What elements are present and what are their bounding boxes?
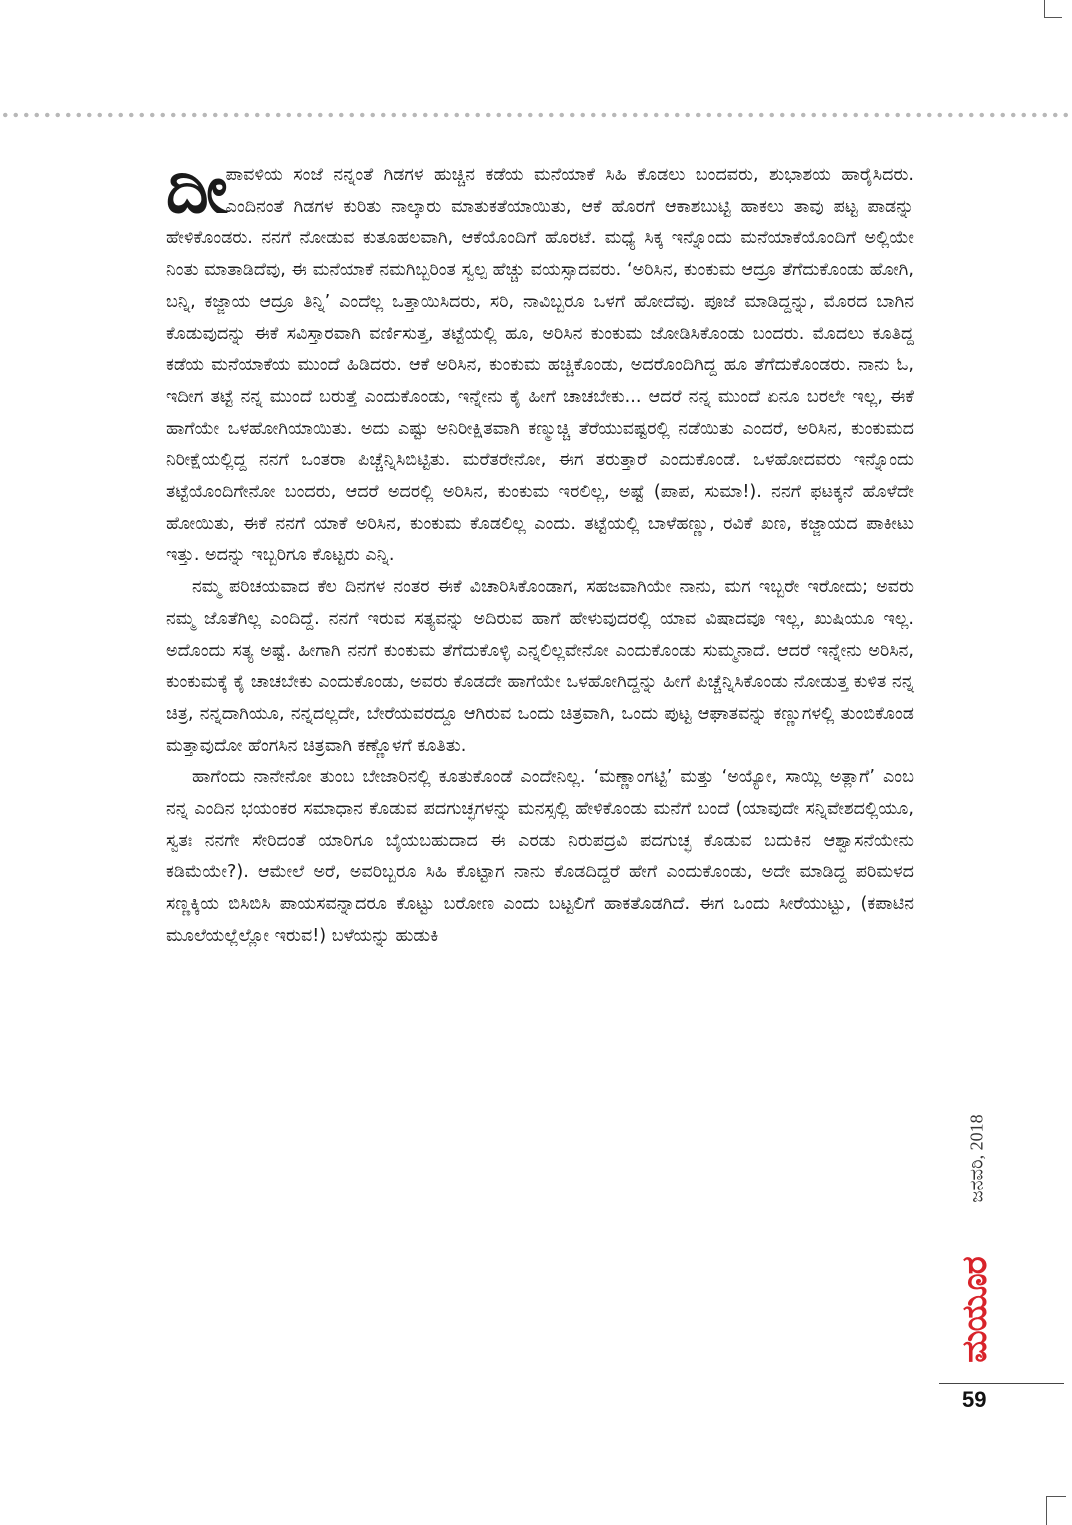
article-body xyxy=(166,151,914,953)
page-sidebar xyxy=(945,1090,995,1370)
drop-cap: ದೀ xyxy=(166,151,224,228)
magazine-title: ಮಯೂರ xyxy=(955,1257,995,1363)
paragraph-1-text: ಪಾವಳಿಯ ಸಂಜೆ ನನ್ನಂತೆ ಗಿಡಗಳ ಹುಚ್ಚಿನ ಕಡೆಯ ಮನೆಯಾಕೆ ಸಿಹಿ ಕೊಡಲು ಬಂದವರು, ಶುಭಾಶಯ ಹಾರೈಸಿದರು. ಎಂದಿನಂತೆ ಗಿಡಗಳ ಕುರಿತು ನಾಲ್ಕಾರು ಮಾತುಕತೆಯಾಯಿತು, ಆಕೆ ಹೊರಗೆ ಆಕಾಶಬುಟ್ಟಿ ಹಾಕಲು ತಾವು ಪಟ್ಟ ಪಾಡನ್ನು ಹೇಳಿಕೊಂಡರು. ನನಗೆ ನೋಡುವ ಕುತೂಹಲವಾಗಿ, ಆಕೆಯೊಂದಿಗೆ ಹೊರಟೆ. ಮಧ್ಯೆ ಸಿಕ್ಕ ಇನ್ನೊಂದು ಮನೆಯಾಕೆಯೊಂದಿಗೆ ಅಲ್ಲಿಯೇ ನಿಂತು ಮಾತಾಡಿದೆವು, ಈ ಮನೆಯಾಕೆ ನಮಗಿಬ್ಬರಿಂತ ಸ್ವಲ್ಪ ಹೆಚ್ಚು ವಯಸ್ಸಾದವರು. ‘ಅರಿಸಿನ, ಕುಂಕುಮ ಆದ್ರೂ ತೆಗೆದುಕೊಂಡು ಹೋಗಿ, ಬನ್ನಿ, ಕಜ್ಜಾಯ ಆದ್ರೂ ತಿನ್ನಿ’ ಎಂದೆಲ್ಲ ಒತ್ತಾಯಿಸಿದರು, ಸರಿ, ನಾವಿಬ್ಬರೂ ಒಳಗೆ ಹೋದೆವು. ಪೂಜೆ ಮಾಡಿದ್ದನ್ನು, ಮೊರದ ಬಾಗಿನ ಕೊಡುವುದನ್ನು ಈಕೆ ಸವಿಸ್ತಾರವಾಗಿ ವರ್ಣಿಸುತ್ತ, ತಟ್ಟೆಯಲ್ಲಿ ಹೂ, ಅರಿಸಿನ ಕುಂಕುಮ ಜೋಡಿಸಿಕೊಂಡು ಬಂದರು. ಮೊದಲು ಕೂತಿದ್ದ ಕಡೆಯ ಮನೆಯಾಕೆಯ ಮುಂದೆ ಹಿಡಿದರು. ಆಕೆ ಅರಿಸಿನ, ಕುಂಕುಮ ಹಚ್ಚಿಕೊಂಡು, ಅದರೊಂದಿಗಿದ್ದ ಹೂ ತೆಗೆದುಕೊಂಡರು. ನಾನು ಓ, ಇದೀಗ ತಟ್ಟೆ ನನ್ನ ಮುಂದೆ ಬರುತ್ತೆ ಎಂದುಕೊಂಡು, ಇನ್ನೇನು ಕೈ ಹೀಗೆ ಚಾಚಬೇಕು... ಆದರೆ ನನ್ನ ಮುಂದೆ ಏನೂ ಬರಲೇ ಇಲ್ಲ, ಈಕೆ ಹಾಗೆಯೇ ಒಳಹೋಗಿಯಾಯಿತು. ಅದು ಎಷ್ಟು ಅನಿರೀಕ್ಷಿತವಾಗಿ ಕಣ್ಮುಚ್ಚಿ ತೆರೆಯುವಷ್ಟರಲ್ಲಿ ನಡೆಯಿತು ಎಂದರೆ, ಅರಿಸಿನ, ಕುಂಕುಮದ ನಿರೀಕ್ಷೆಯಲ್ಲಿದ್ದ ನನಗೆ ಒಂತರಾ ಪಿಚ್ಚೆನ್ನಿಸಿಬಿಟ್ಟಿತು. ಮರೆತರೇನೋ, ಈಗ ತರುತ್ತಾರೆ ಎಂದುಕೊಂಡೆ. ಒಳಹೋದವರು ಇನ್ನೊಂದು ತಟ್ಟೆಯೊಂದಿಗೇನೋ ಬಂದರು, ಆದರೆ ಅದರಲ್ಲಿ ಅರಿಸಿನ, ಕುಂಕುಮ ಇರಲಿಲ್ಲ, ಅಷ್ಟೆ (ಪಾಪ, ಸುಮಾ!). ನನಗೆ ಫಟಕ್ಕನೆ ಹೊಳೆದೇ ಹೋಯಿತು, ಈಕೆ ನನಗೆ ಯಾಕೆ ಅರಿಸಿನ, ಕುಂಕುಮ ಕೊಡಲಿಲ್ಲ ಎಂದು. ತಟ್ಟೆಯಲ್ಲಿ ಬಾಳೆಹಣ್ಣು, ರವಿಕೆ ಖಣ, ಕಜ್ಜಾಯದ ಪಾಕೀಟು ಇತ್ತು. ಅದನ್ನು ಇಬ್ಬರಿಗೂ ಕೊಟ್ಟರು ಎನ್ನಿ. xyxy=(166,165,914,566)
crop-mark-top xyxy=(1044,0,1062,18)
dotted-divider xyxy=(0,112,1072,118)
issue-date: ಜನವರಿ, 2018 xyxy=(966,1114,987,1203)
paragraph-1 xyxy=(166,151,914,572)
footer-rule xyxy=(939,1383,1064,1384)
page-number: 59 xyxy=(962,1387,987,1412)
paragraph-2: ನಮ್ಮ ಪರಿಚಯವಾದ ಕೆಲ ದಿನಗಳ ನಂತರ ಈಕೆ ವಿಚಾರಿಸಿಕೊಂಡಾಗ, ಸಹಜವಾಗಿಯೇ ನಾನು, ಮಗ ಇಬ್ಬರೇ ಇರೋದು; ಅವರು ನಮ್ಮ ಜೊತೆಗಿಲ್ಲ ಎಂದಿದ್ದೆ. ನನಗೆ ಇರುವ ಸತ್ಯವನ್ನು ಅದಿರುವ ಹಾಗೆ ಹೇಳುವುದರಲ್ಲಿ ಯಾವ ವಿಷಾದವೂ ಇಲ್ಲ, ಖುಷಿಯೂ ಇಲ್ಲ. ಅದೊಂದು ಸತ್ಯ ಅಷ್ಟೆ. ಹೀಗಾಗಿ ನನಗೆ ಕುಂಕುಮ ತೆಗೆದುಕೊಳ್ಳಿ ಎನ್ನಲಿಲ್ಲವೇನೋ ಎಂದುಕೊಂಡು ಸುಮ್ಮನಾದೆ. ಆದರೆ ಇನ್ನೇನು ಅರಿಸಿನ, ಕುಂಕುಮಕ್ಕೆ ಕೈ ಚಾಚಬೇಕು ಎಂದುಕೊಂಡು, ಅವರು ಕೊಡದೇ ಹಾಗೆಯೇ ಒಳಹೋಗಿದ್ದನ್ನು ಹೀಗೆ ಪಿಚ್ಚೆನ್ನಿಸಿಕೊಂಡು ನೋಡುತ್ತ ಕುಳಿತ ನನ್ನ ಚಿತ್ರ, ನನ್ನದಾಗಿಯೂ, ನನ್ನದಲ್ಲದೇ, ಬೇರೆಯವರದ್ದೂ ಆಗಿರುವ ಒಂದು ಚಿತ್ರವಾಗಿ, ಒಂದು ಪುಟ್ಟ ಆಘಾತವನ್ನು ಕಣ್ಣುಗಳಲ್ಲಿ ತುಂಬಿಕೊಂಡ ಮತ್ತಾವುದೋ ಹೆಂಗಸಿನ ಚಿತ್ರವಾಗಿ ಕಣ್ಣೊಳಗೆ ಕೂತಿತು. xyxy=(166,577,914,756)
crop-mark-bottom xyxy=(1046,1496,1066,1525)
paragraph-3: ಹಾಗೆಂದು ನಾನೇನೋ ತುಂಬ ಬೇಜಾರಿನಲ್ಲಿ ಕೂತುಕೊಂಡೆ ಎಂದೇನಿಲ್ಲ. ‘ಮಣ್ಣಾಂಗಟ್ಟಿ’ ಮತ್ತು ‘ಅಯ್ಯೋ, ಸಾಯ್ಲಿ ಅತ್ಲಾಗೆ’ ಎಂಬ ನನ್ನ ಎಂದಿನ ಭಯಂಕರ ಸಮಾಧಾನ ಕೊಡುವ ಪದಗುಚ್ಛಗಳನ್ನು ಮನಸ್ಸಲ್ಲಿ ಹೇಳಿಕೊಂಡು ಮನೆಗೆ ಬಂದೆ (ಯಾವುದೇ ಸನ್ನಿವೇಶದಲ್ಲಿಯೂ, ಸ್ವತಃ ನನಗೇ ಸೇರಿದಂತೆ ಯಾರಿಗೂ ಬೈಯಬಹುದಾದ ಈ ಎರಡು ನಿರುಪದ್ರವಿ ಪದಗುಚ್ಛ ಕೊಡುವ ಬದುಕಿನ ಆಶ್ವಾಸನೆಯೇನು ಕಡಿಮೆಯೇ?). ಆಮೇಲೆ ಅರೆ, ಅವರಿಬ್ಬರೂ ಸಿಹಿ ಕೊಟ್ಟಾಗ ನಾನು ಕೊಡದಿದ್ದರೆ ಹೇಗೆ ಎಂದುಕೊಂಡು, ಅದೇ ಮಾಡಿದ್ದ ಪರಿಮಳದ ಸಣ್ಣಕ್ಕಿಯ ಬಿಸಿಬಿಸಿ ಪಾಯಸವನ್ನಾದರೂ ಕೊಟ್ಟು ಬರೋಣ ಎಂದು ಬಟ್ಟಲಿಗೆ ಹಾಕತೊಡಗಿದೆ. ಈಗ ಒಂದು ಸೀರೆಯುಟ್ಟು, (ಕಪಾಟಿನ ಮೂಲೆಯಲ್ಲೆಲ್ಲೋ ಇರುವ!) ಬಳೆಯನ್ನು ಹುಡುಕಿ xyxy=(166,767,914,946)
